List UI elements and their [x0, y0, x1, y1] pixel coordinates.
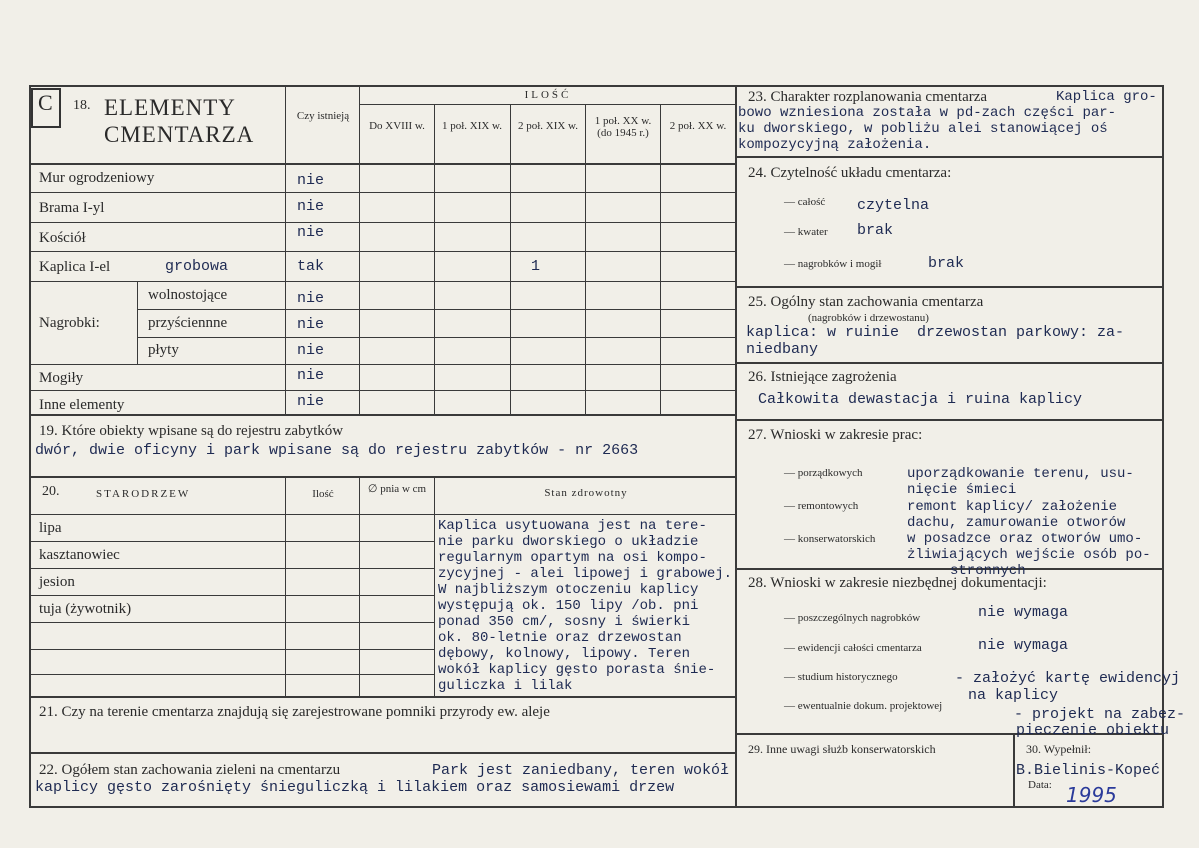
filled-by-name: B.Bielinis-Kopeć — [1016, 762, 1161, 779]
works-renovation-line2: dachu, zamurowanie otworów — [907, 515, 1126, 531]
section-23-line1: Kaplica gro- — [1056, 89, 1157, 105]
works-cleaning-line1: uporządkowanie terenu, usu- — [907, 466, 1134, 482]
section-30-label: 30. Wypełnił: — [1026, 742, 1092, 756]
quantity-header: ILOŚĆ — [524, 89, 572, 101]
row-label-kaplica: Kaplica I-el — [39, 259, 111, 275]
docs-project-label: — ewentualnie dokum. projektowej — [784, 700, 943, 712]
docs-graves-value: nie wymaga — [978, 604, 1069, 621]
section-25-sublabel: (nagrobków i drzewostanu) — [808, 312, 929, 324]
docs-history-label: — studium historycznego — [784, 671, 898, 683]
health-status-header: Stan zdrowotny — [544, 487, 628, 499]
period-header-xviii: Do XVIII w. — [369, 120, 425, 132]
row-label-plyty: płyty — [148, 342, 179, 358]
section-19-label: 19. Które obiekty wpisane są do rejestru zabytków — [39, 423, 344, 439]
readability-quarters-value: brak — [857, 222, 894, 239]
row-label-brama: Brama I-yl — [39, 200, 105, 216]
date-label: Data: — [1028, 779, 1052, 791]
section-25-label: 25. Ogólny stan zachowania cmentarza — [748, 294, 984, 310]
period-header-2-xix: 2 poł. XIX w. — [517, 120, 579, 132]
section-22-label: 22. Ogółem stan zachowania zieleni na cmentarzu — [39, 762, 341, 778]
row-value-plyty: nie — [297, 342, 325, 359]
row-count-kaplica: 1 — [531, 258, 541, 275]
works-cleaning-line2: nięcie śmieci — [907, 482, 1017, 498]
works-conservation-label: — konserwatorskich — [784, 533, 876, 545]
row-value-kaplica: tak — [297, 258, 325, 275]
docs-register-value: nie wymaga — [978, 637, 1069, 654]
works-conservation-line3: stronnych — [950, 563, 1026, 579]
readability-quarters-label: — kwater — [784, 226, 828, 238]
row-value-inne: nie — [297, 393, 325, 410]
section-23-label: 23. Charakter rozplanowania cmentarza — [748, 89, 988, 105]
period-header-1-xx: 1 poł. XX w. (do 1945 r.) — [594, 115, 652, 139]
row-value-mur: nie — [297, 172, 325, 189]
works-conservation-line1: w posadzce oraz otworów umo- — [907, 531, 1143, 547]
section-23-line2: bowo wzniesiona została w pd-zach części par- — [738, 105, 1117, 121]
row-value-kosciol: nie — [297, 224, 325, 241]
section-title-line2: CMENTARZA — [104, 122, 255, 147]
row-value-mogily: nie — [297, 367, 325, 384]
row-label-wolnostojace: wolnostojące — [148, 287, 228, 303]
row-label-kosciol: Kościół — [39, 230, 86, 246]
section-25-line1: kaplica: w ruinie drzewostan parkowy: za- — [746, 324, 1125, 341]
docs-graves-label: — poszczególnych nagrobków — [784, 612, 921, 624]
section-23-line4: kompozycyjną założenia. — [738, 137, 932, 153]
works-renovation-line1: remont kaplicy/ założenie — [907, 499, 1118, 515]
section-22-line2: kaplicy gęsto zarośnięty śnieguliczką i lilakiem oraz samosiewami drzew — [35, 779, 675, 796]
section-title-line1: ELEMENTY — [104, 95, 236, 120]
row-value-wolnostojace: nie — [297, 290, 325, 307]
exists-column-header: Czy istnieją — [296, 110, 350, 122]
trunk-diameter-header: ∅ pnia w cm — [367, 483, 427, 495]
tree-row-jesion: jesion — [39, 574, 75, 590]
row-value-przyscienne: nie — [297, 316, 325, 333]
section-28-label: 28. Wnioski w zakresie niezbędnej dokumentacji: — [748, 575, 1047, 591]
tree-row-tuja: tuja (żywotnik) — [39, 601, 132, 617]
tree-count-header: Ilość — [312, 488, 334, 500]
date-value: 1995 — [1066, 783, 1117, 807]
row-label-nagrobki: Nagrobki: — [39, 315, 100, 331]
readability-whole-value: czytelna — [857, 197, 930, 214]
tree-row-kasztanowiec: kasztanowiec — [39, 547, 120, 563]
row-value-brama: nie — [297, 198, 325, 215]
row-label-mogily: Mogiły — [39, 370, 84, 386]
works-conservation-line2: żliwiających wejście osób po- — [907, 547, 1151, 563]
section-26-label: 26. Istniejące zagrożenia — [748, 369, 897, 385]
section-27-label: 27. Wnioski w zakresie prac: — [748, 427, 923, 443]
docs-project-line1: - projekt na zabez- — [1014, 706, 1186, 723]
docs-project-line2: pieczenie obiektu — [1016, 722, 1170, 739]
section-number: 18. — [73, 98, 91, 113]
section-25-line2: niedbany — [746, 341, 819, 358]
section-20-number: 20. — [42, 484, 60, 499]
row-value-kaplica-type: grobowa — [165, 258, 229, 275]
readability-whole-label: — całość — [784, 196, 826, 208]
section-21-label: 21. Czy na terenie cmentarza znajdują się zarejestrowane pomniki przyrody ew. aleje — [39, 704, 550, 720]
section-23-line3: ku dworskiego, w pobliżu alei stanowiącej oś — [738, 121, 1108, 137]
section-22-line1: Park jest zaniedbany, teren wokół — [432, 762, 730, 779]
health-status-text: Kaplica usytuowana jest na tere- nie parku dworskiego o układzie regularnym opartym na osi kompo- zycyjnej - alei lipowej i grabowej. W najbliższym otoczeniu kaplicy występują ok. 150 lipy /ob. pni ponad 350 cm/, sosny i świerki ok. 80-letnie oraz drzewostan dębowy, kolnowy, lipowy. Teren wokół kaplicy gęsto porasta śnie- guliczka i lilak — [438, 518, 733, 694]
row-label-mur: Mur ogrodzeniowy — [39, 170, 155, 186]
period-header-2-xx: 2 poł. XX w. — [669, 120, 727, 132]
docs-register-label: — ewidencji całości cmentarza — [784, 642, 922, 654]
docs-history-line2: na kaplicy — [968, 687, 1059, 704]
tree-row-lipa: lipa — [39, 520, 62, 536]
section-19-value: dwór, dwie oficyny i park wpisane są do rejestru zabytków - nr 2663 — [35, 442, 639, 459]
section-29-label: 29. Inne uwagi służb konserwatorskich — [748, 742, 936, 756]
readability-graves-label: — nagrobków i mogił — [784, 258, 882, 270]
works-renovation-label: — remontowych — [784, 500, 859, 512]
section-24-label: 24. Czytelność układu cmentarza: — [748, 165, 952, 181]
section-letter: C — [38, 90, 53, 115]
works-cleaning-label: — porządkowych — [784, 467, 863, 479]
readability-graves-value: brak — [928, 255, 965, 272]
docs-history-line1: - założyć kartę ewidencyj — [955, 670, 1181, 687]
section-20-title: STARODRZEW — [96, 488, 191, 500]
row-label-inne: Inne elementy — [39, 397, 125, 413]
row-label-przyscienne: przyściennne — [148, 315, 228, 331]
section-26-value: Całkowita dewastacja i ruina kaplicy — [758, 391, 1083, 408]
period-header-1-xix: 1 poł. XIX w. — [441, 120, 503, 132]
